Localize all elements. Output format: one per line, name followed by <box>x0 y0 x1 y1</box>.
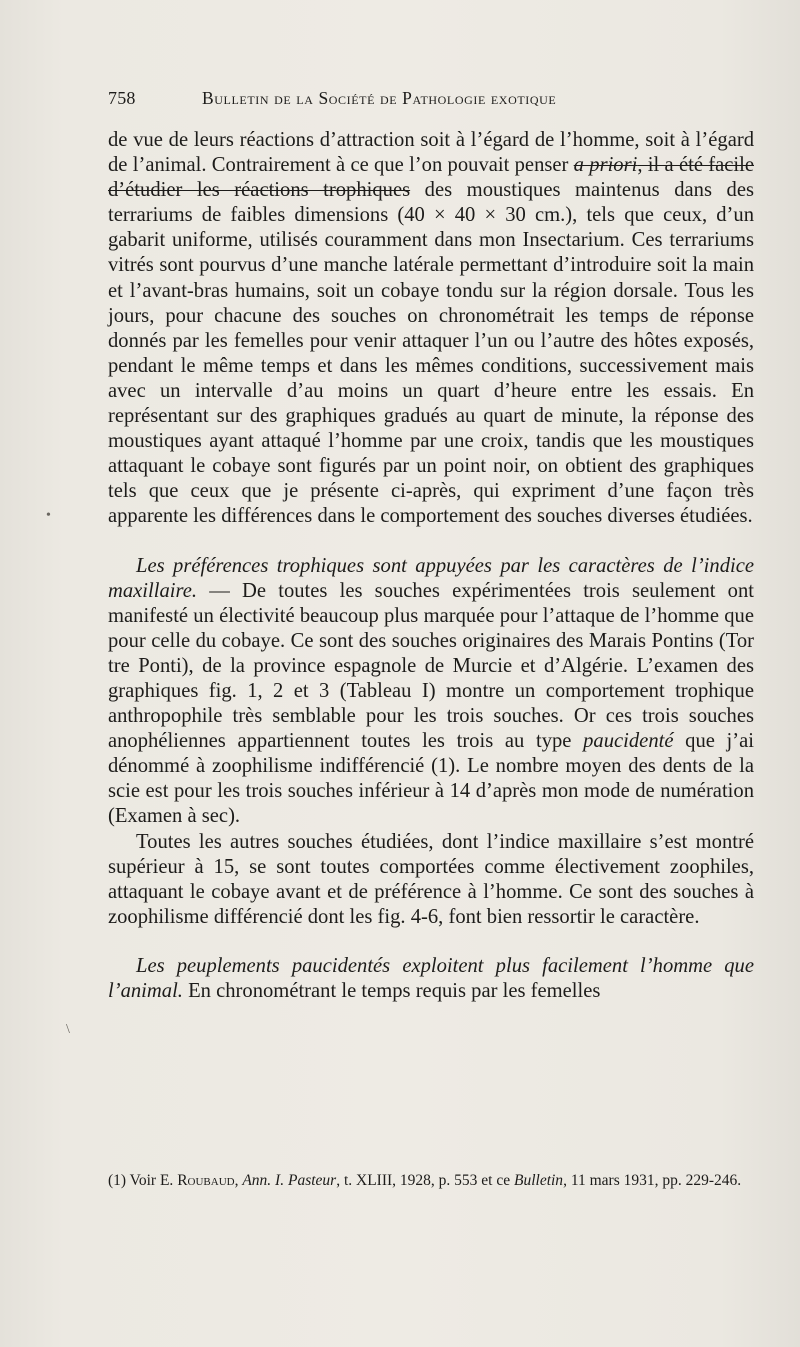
paragraph-2-italic: paucidenté <box>583 730 674 753</box>
paragraph-4-heading: Les peuplements paucidentés exploitent plus facilement l’homme que l’animal. <box>108 954 754 1002</box>
paragraph-2-heading: Les préférences trophiques sont appuyées par les caractères de l’indice maxillaire. <box>108 554 754 602</box>
footnote-bulletin: Bulletin <box>513 1172 564 1189</box>
footnote-text-d: , 11 mars 1931, pp. 229-246. <box>563 1172 742 1189</box>
paragraph-2-text-a: — De toutes les souches expérimentées trois seulement ont manifesté un électivité beaucoup plus marquée pour l’attaque de l’homme que pour celle du cobaye. Ce sont des souches originaires des Marais Pontins (Tor tre Ponti), de la province espagnole de Murcie et d’Algérie. L’examen des graphiques fig. 1, 2 et 3 (Tableau I) montre un comportement trophique anthropophile très semblable pour les trois souches. Or ces trois souches anophéliennes appartiennent toutes les trois au type <box>108 579 754 753</box>
footnote-journal: Ann. I. Pasteur <box>242 1172 337 1189</box>
paragraph-1-text-a: de vue de leurs réactions d’attraction soit à l’égard de l’homme, soit à l’égard de l’animal. Contrairement à ce que l’on pouvait penser <box>108 129 754 177</box>
page-header <box>108 88 754 109</box>
margin-pencil-mark: \ <box>66 1022 70 1037</box>
footnote-text-c: , t. XLIII, 1928, p. 553 et ce <box>336 1172 514 1189</box>
paragraph-1-italic: a priori <box>573 154 638 177</box>
paragraph-2-text-b: que j’ai dénommé à zoophilisme indifférencié (1). Le nombre moyen des dents de la scie est pour les trois souches inférieur à 14 d’après mon mode de numération (Examen à sec). <box>108 730 754 828</box>
paragraph-3: Toutes les autres souches étudiées, dont l’indice maxillaire s’est montré supérieur à 15, se sont toutes comportées comme électivement zoophiles, attaquant le cobaye avant et de préférence à l’homme. Ce sont des souches à zoophilisme différencié dont les fig. 4-6, font bien ressortir le caractère. <box>108 830 754 928</box>
margin-dot-mark: • <box>46 508 51 523</box>
footnote <box>108 1170 754 1191</box>
page-number: 758 <box>108 88 136 108</box>
running-title: Bulletin de la Société de Pathologie exotique <box>202 88 557 108</box>
footnote-text-a: (1) Voir E. <box>108 1172 178 1189</box>
paragraph-1-text-b: , il a été facile d’étudier les réactions trophiques <box>108 154 754 202</box>
paragraph-1-text-c: des moustiques maintenus dans des terrariums de faibles dimensions (40 × 40 × 30 cm.), tels que ceux, d’un gabarit uniforme, utilisés couramment dans mon Insectarium. Ces terrariums vitrés sont pourvus d’une manche latérale permettant d’introduire soit la main et l’avant-bras humains, soit un cobaye tondu sur la région dorsale. Tous les jours, pour chacune des souches on chronométrait les temps de réponse donnés par les femelles pour venir attaquer l’un ou l’autre des hôtes exposés, pendant le même temps et dans les mêmes conditions, successivement mais avec un intervalle d’au moins un quart d’heure entre les essais. En représentant sur des graphiques gradués au quart de minute, la réponse des moustiques ayant attaqué l’homme par une croix, tandis que les moustiques attaquant le cobaye sont figurés par un point noir, on obtient des graphiques tels que ceux que je présente ci-après, qui expriment d’une façon très apparente les différences dans le comportement des souches diverses étudiées. <box>108 179 754 528</box>
paragraph-1 <box>108 128 754 530</box>
body-text <box>108 128 754 1004</box>
paragraph-4-text: En chronométrant le temps requis par les femelles <box>182 980 601 1002</box>
footnote-text-b: , <box>234 1172 243 1189</box>
footnote-author: Roubaud <box>177 1172 235 1189</box>
paragraph-2 <box>108 554 754 830</box>
paragraph-4 <box>108 954 754 1004</box>
